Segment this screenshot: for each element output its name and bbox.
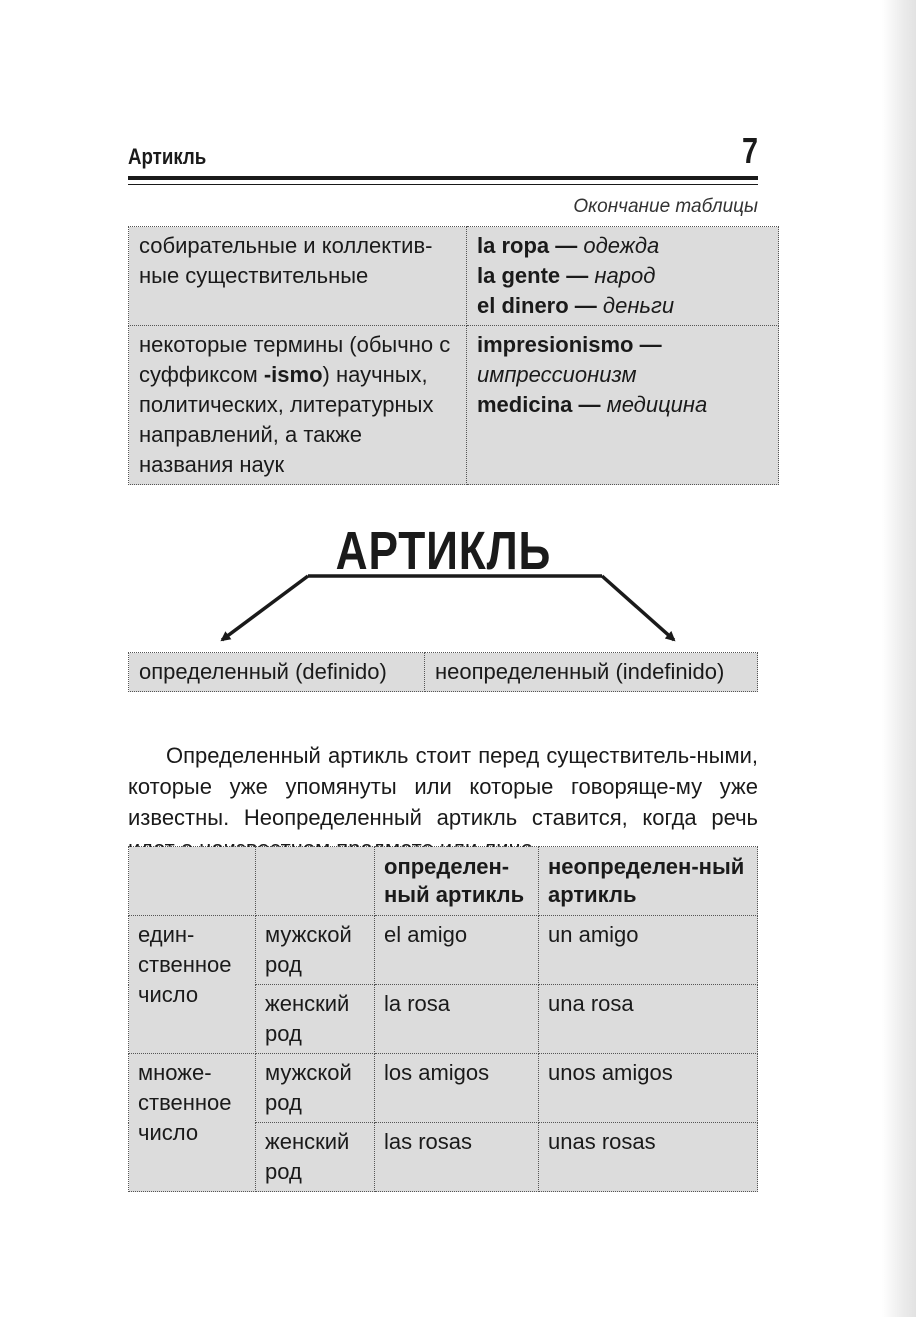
page-number: 7	[741, 130, 758, 171]
definite-article-label: определенный (definido)	[129, 653, 425, 692]
definite-cell: el amigo	[375, 916, 539, 985]
definite-cell: los amigos	[375, 1054, 539, 1123]
usage-description: собирательные и коллектив-ные существительные	[129, 227, 467, 326]
table-continuation-note: Окончание таблицы	[573, 196, 758, 217]
table-row	[129, 1054, 758, 1123]
article-types-table	[128, 652, 758, 692]
indefinite-cell: unas rosas	[539, 1123, 758, 1192]
number-plural: множе-ственное число	[129, 1054, 256, 1192]
example-line: la ropa — одежда	[477, 233, 660, 258]
table-header-row	[129, 847, 758, 916]
noun-usage-table	[128, 226, 779, 485]
left-arrow	[222, 576, 308, 640]
usage-examples	[467, 326, 779, 485]
running-head-title: Артикль	[128, 144, 207, 169]
section-title: АРТИКЛЬ	[335, 521, 551, 581]
running-head	[128, 132, 758, 180]
indefinite-article-label: неопределенный (indefinido)	[425, 653, 758, 692]
right-arrow	[602, 576, 674, 640]
page-edge-shadow	[882, 0, 916, 1317]
table-row	[129, 653, 758, 692]
example-line: la gente — народ	[477, 263, 656, 288]
definite-cell: la rosa	[375, 985, 539, 1054]
header-definite: определен-ный артикль	[375, 847, 539, 916]
table-row	[129, 326, 779, 485]
article-forms-table	[128, 846, 758, 1192]
header-cell-empty	[256, 847, 375, 916]
definite-cell: las rosas	[375, 1123, 539, 1192]
indefinite-cell: unos amigos	[539, 1054, 758, 1123]
table-row	[129, 227, 779, 326]
gender-cell: мужской род	[256, 916, 375, 985]
table-row	[129, 916, 758, 985]
gender-cell: мужской род	[256, 1054, 375, 1123]
gender-cell: женский род	[256, 1123, 375, 1192]
explanation-paragraph: Определенный артикль стоит перед существитель-ными, которые уже упомянуты или которые говоряще-му уже известны. Неопределенный артикль ставится, когда речь	[128, 743, 758, 830]
number-singular: един-ственное число	[129, 916, 256, 1054]
article-tree-diagram	[128, 572, 758, 648]
header-indefinite: неопределен-ный артикль	[539, 847, 758, 916]
gender-cell: женский род	[256, 985, 375, 1054]
usage-examples	[467, 227, 779, 326]
example-line: medicina — медицина	[477, 392, 708, 417]
example-line: el dinero — деньги	[477, 293, 675, 318]
usage-description: некоторые термины (обычно с суффиксом -ismo) научных, политических, литературных направлений, а также названия наук	[129, 326, 467, 485]
indefinite-cell: un amigo	[539, 916, 758, 985]
indefinite-cell: una rosa	[539, 985, 758, 1054]
example-line: impresionismo — импрессионизм	[477, 332, 662, 387]
header-cell-empty	[129, 847, 256, 916]
